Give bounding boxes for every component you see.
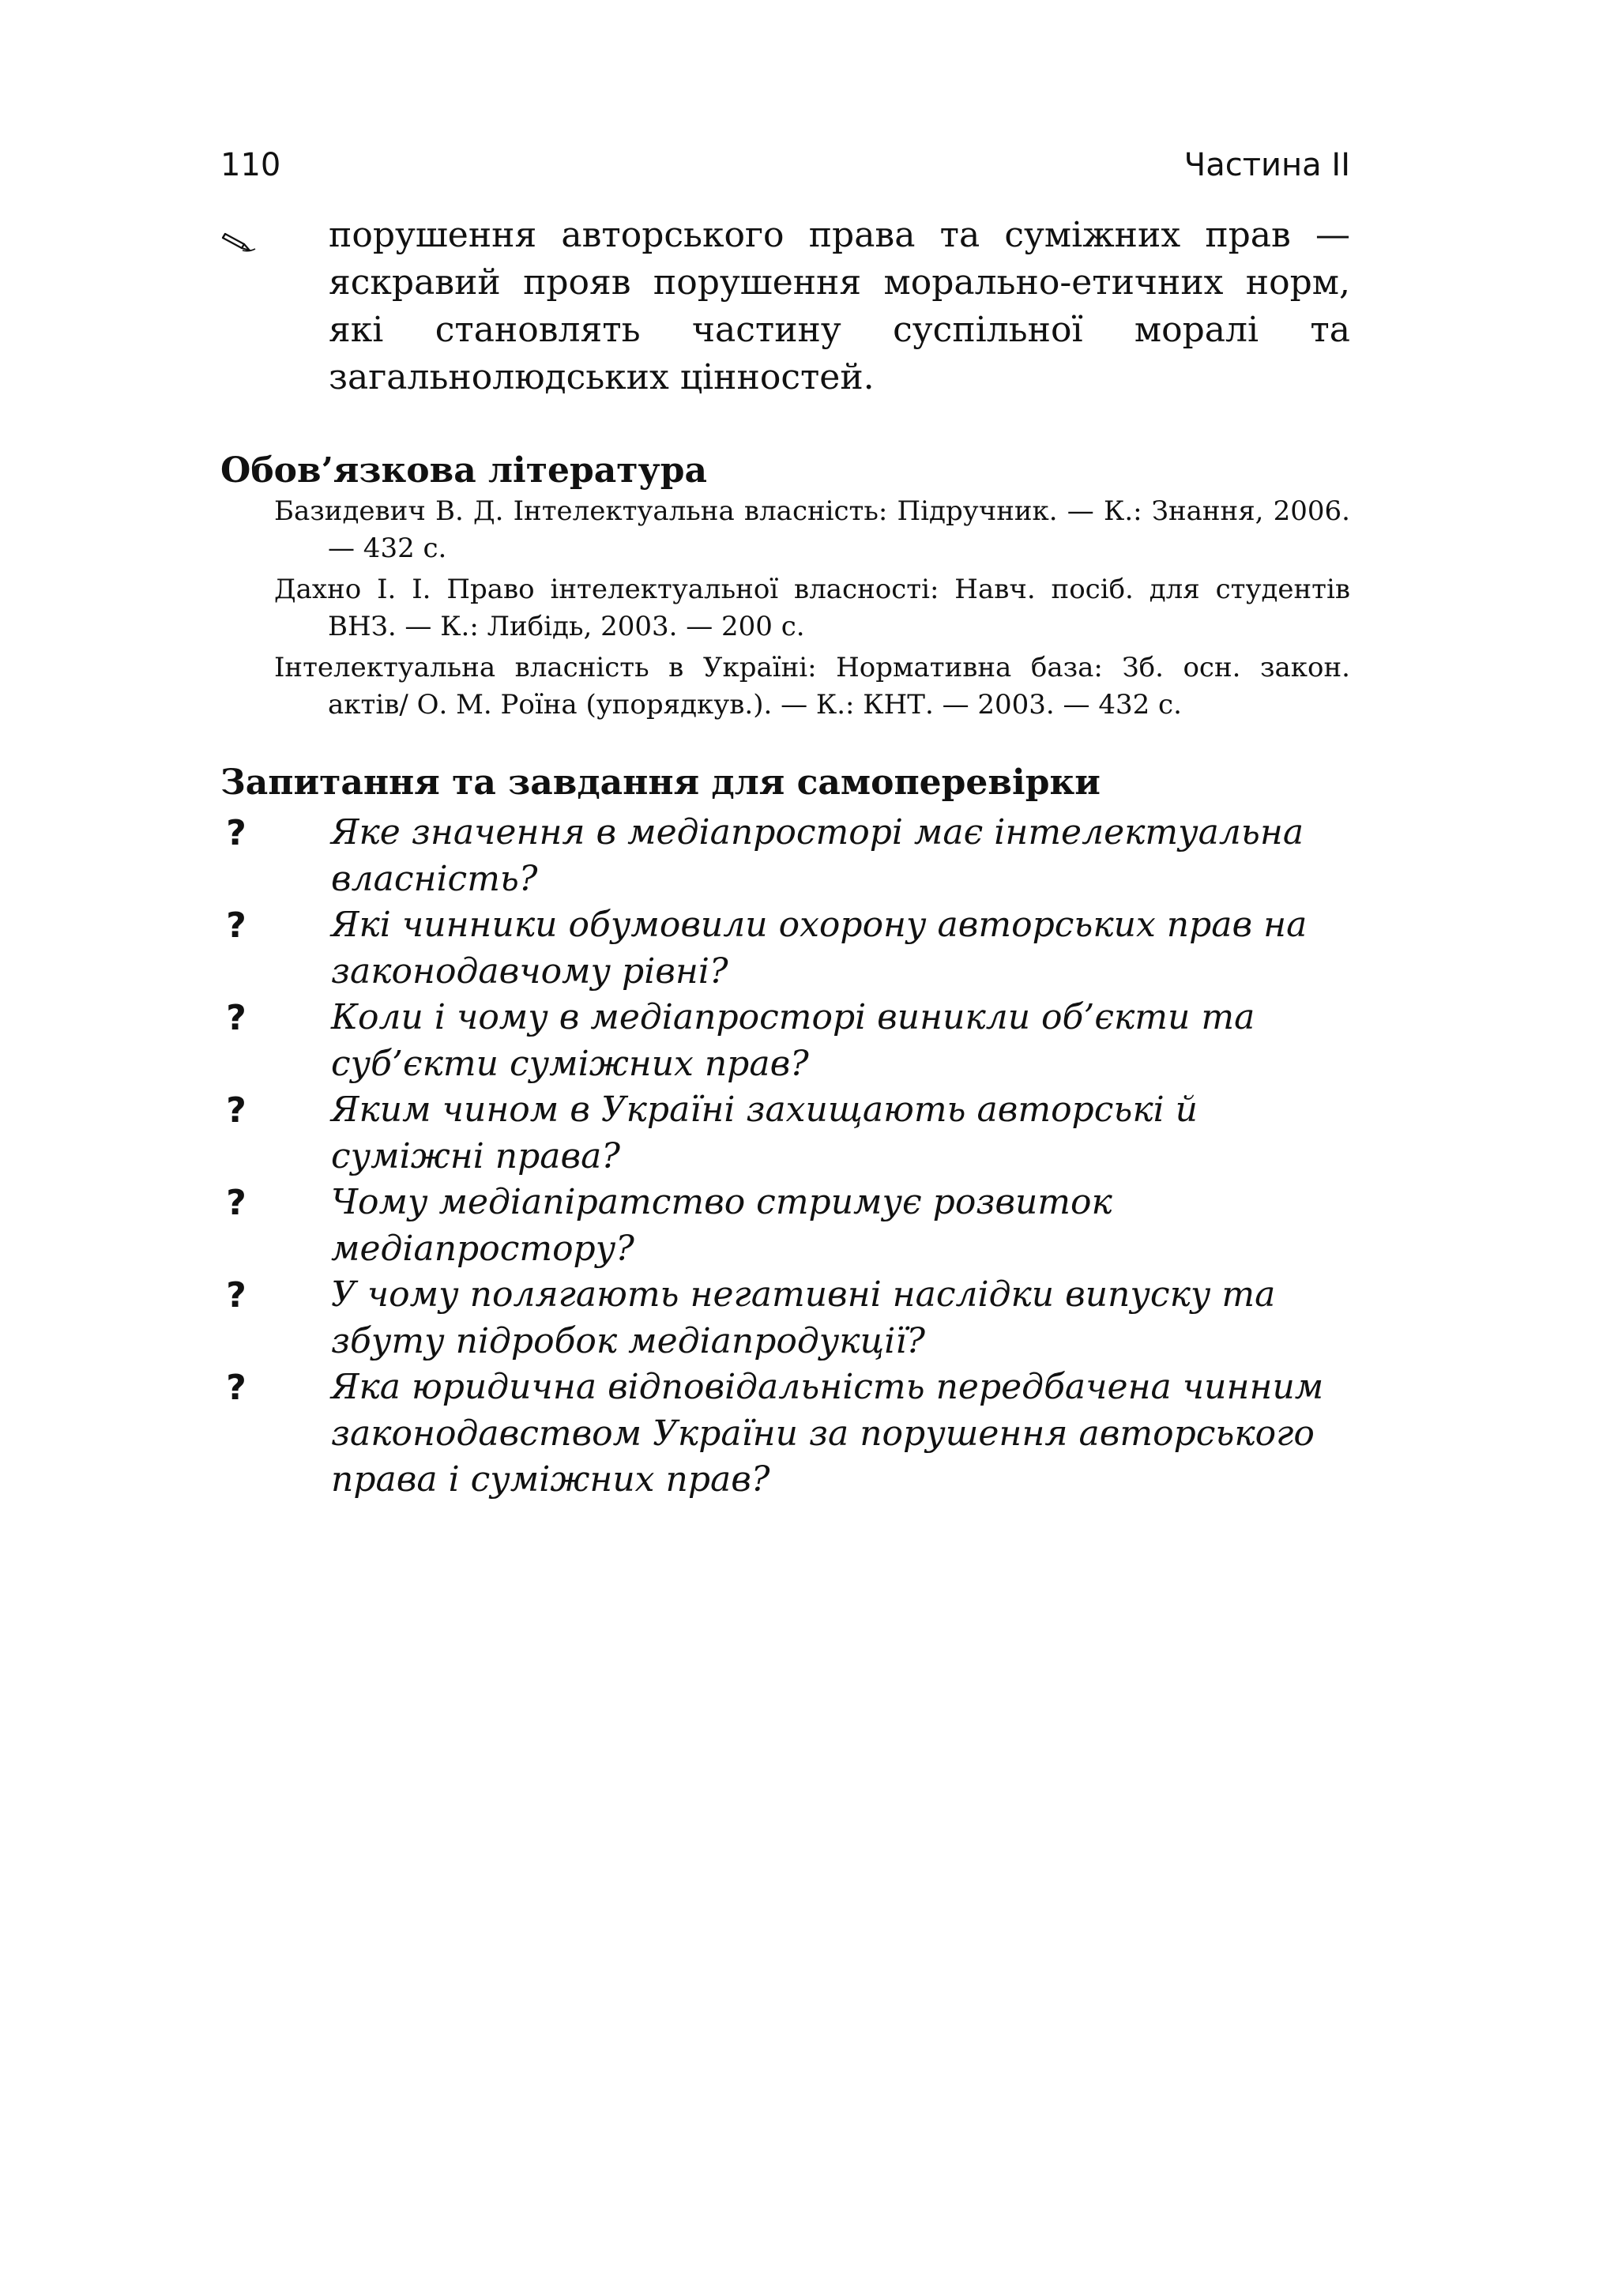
reference-item: Базидевич В. Д. Інтелектуальна власність: Підручник. — К.: Знання, 2006. — 432 с.: [274, 495, 1350, 564]
question-text: Яким чином в Україні захищають авторські й суміжні права?: [331, 1090, 1198, 1176]
running-header-part: Частина II: [1183, 147, 1350, 183]
question-item: [220, 1180, 1350, 1272]
questions-title: Запитання та завдання для самоперевірки: [220, 762, 1101, 803]
bullet-item: [220, 212, 1350, 401]
question-list: [220, 810, 1350, 1504]
bullet-text: порушення авторського права та суміжних прав — яскравий прояв порушення морально-етичних норм, які становлять частину суспільної моралі та загальнолюдських цінностей.: [329, 215, 1350, 397]
question-mark-icon: ?: [226, 813, 246, 853]
question-text: У чому полягають негативні наслідки випуску та збуту підробок медіапродукції?: [331, 1274, 1276, 1361]
question-item: [220, 1364, 1350, 1504]
question-text: Які чинники обумовили охорону авторських прав на законодавчому рівні?: [331, 905, 1308, 992]
question-text: Коли і чому в медіапросторі виникли об’єкти та суб’єкти суміжних прав?: [331, 997, 1255, 1084]
question-mark-icon: ?: [226, 1275, 246, 1315]
question-mark-icon: ?: [226, 1368, 246, 1408]
page-header: [220, 147, 1350, 194]
reference-item: Інтелектуальна власність в Україні: Нормативна база: Зб. осн. закон. актів/ О. М. Роїна (упорядкув.). — К.: КНТ. — 2003. — 432 с.: [274, 652, 1350, 721]
question-item: [220, 1087, 1350, 1180]
literature-title: Обов’язкова література: [220, 450, 707, 491]
question-item: [220, 995, 1350, 1087]
question-text: Яке значення в медіапросторі має інтелектуальна власність?: [331, 812, 1304, 899]
question-item: [220, 810, 1350, 902]
literature-section: [220, 449, 1350, 724]
question-item: [220, 902, 1350, 995]
questions-section: [220, 761, 1350, 1504]
question-mark-icon: ?: [226, 998, 246, 1038]
question-mark-icon: ?: [226, 1090, 246, 1131]
question-text: Чому медіапіратство стримує розвиток медіапростору?: [331, 1182, 1112, 1269]
question-text: Яка юридична відповідальність передбачена чинним законодавством України за порушення авторського права і суміжних прав?: [331, 1367, 1324, 1500]
question-mark-icon: ?: [226, 1183, 246, 1223]
question-item: [220, 1272, 1350, 1364]
reference-list: [220, 493, 1350, 724]
reference-item: Дахно І. І. Право інтелектуальної власності: Навч. посіб. для студентів ВНЗ. — К.: Либідь, 2003. — 200 с.: [274, 574, 1350, 642]
pencil-icon: [220, 229, 258, 253]
question-mark-icon: ?: [226, 905, 246, 946]
page-number: 110: [220, 147, 281, 183]
